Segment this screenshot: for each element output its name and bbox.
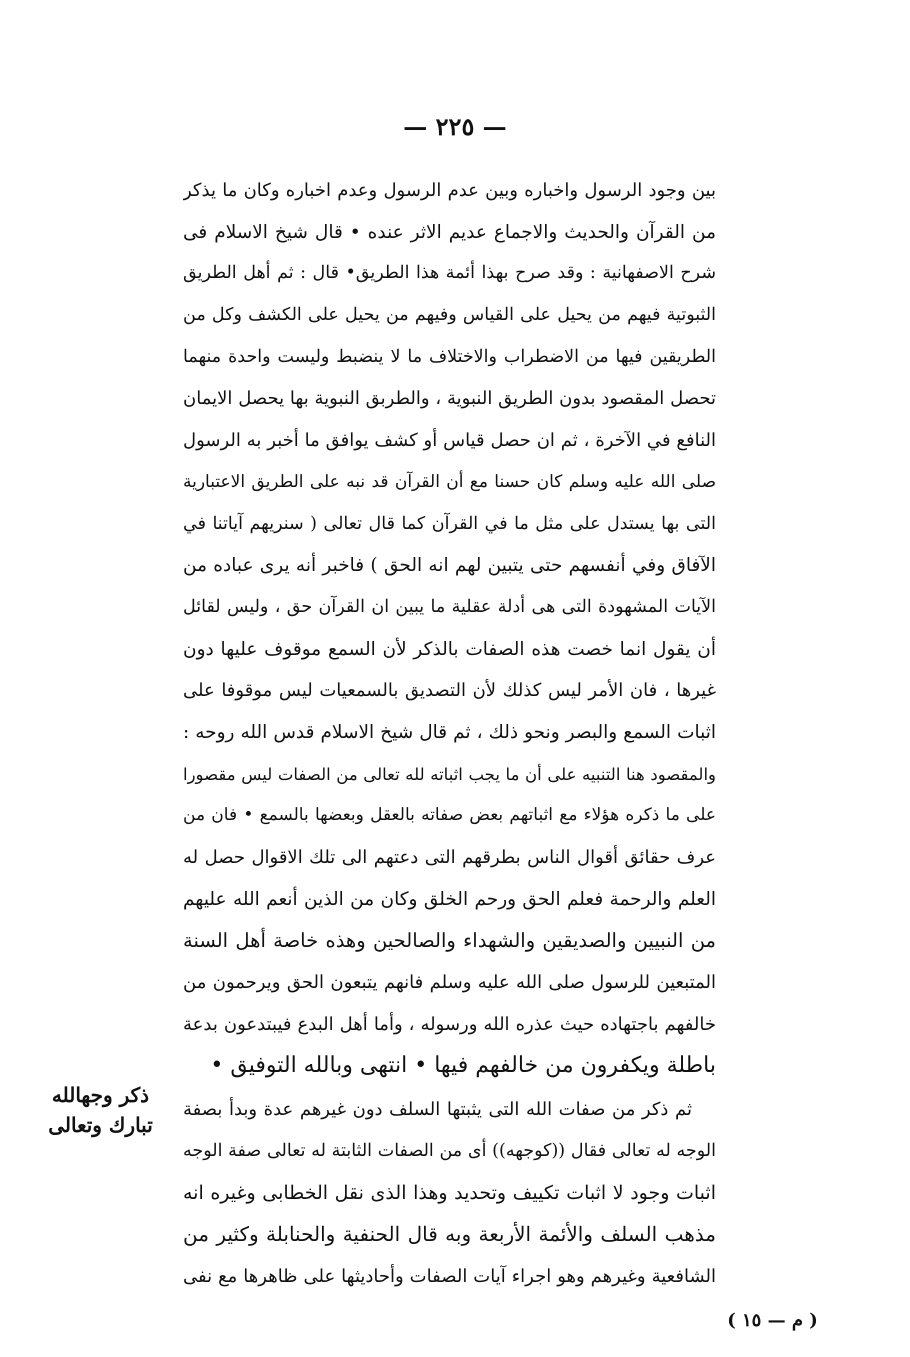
text-line: الوجه له تعالى فقال ((كوجهه)) أى من الصفات الثابتة له تعالى صفة الوجه <box>183 1140 716 1161</box>
text-line: على ما ذكره هؤلاء مع اثباتهم بعض صفاته بالعقل وبعضها بالسمع • فان من <box>183 805 716 826</box>
body-text <box>183 170 716 1298</box>
text-line: الآفاق وفي أنفسهم حتى يتبين لهم انه الحق ) فاخبر أنه يرى عباده من <box>183 555 716 577</box>
text-line: اثبات السمع والبصر ونحو ذلك ، ثم قال شيخ الاسلام قدس الله روحه : <box>183 721 716 743</box>
paragraph-1 <box>183 170 716 1087</box>
margin-note <box>28 1080 173 1140</box>
text-line: الثبوتية فيهم من يحيل على القياس وفيهم من يحيل على الكشف وكل من <box>183 305 716 326</box>
text-line: مذهب السلف والأئمة الأربعة وبه قال الحنفية والحنابلة وكثير من <box>183 1222 716 1247</box>
text-line: اثبات وجود لا اثبات تكييف وتحديد وهذا الذى نقل الخطابى وغيره انه <box>183 1181 716 1204</box>
text-line: شرح الاصفهانية : وقد صرح بهذا أئمة هذا الطريق• قال : ثم أهل الطريق <box>183 263 716 284</box>
text-line: العلم والرحمة فعلم الحق ورحم الخلق وكان من الذين أنعم الله عليهم <box>183 888 716 910</box>
text-line: من القرآن والحديث والاجماع عديم الاثر عنده • قال شيخ الاسلام فى <box>183 221 716 243</box>
text-line: من النبيين والصديقين والشهداء والصالحين وهذه خاصة أهل السنة <box>183 929 716 953</box>
text-line: أن يقول انما خصت هذه الصفات بالذكر لأن السمع موقوف عليها دون <box>183 638 716 660</box>
paragraph-2 <box>183 1089 716 1297</box>
text-line: الشافعية وغيرهم وهو اجراء آيات الصفات وأحاديثها على ظاهرها مع نفى <box>183 1265 716 1287</box>
text-line: تحصل المقصود بدون الطريق النبوية ، والطربق النبوية بها يحصل الايمان <box>183 388 716 410</box>
text-line: باطلة ويكفرون من خالفهم فيها • انتهى وبالله التوفيق • <box>210 1053 716 1079</box>
text-line: صلى الله عليه وسلم كان حسنا مع أن القرآن قد نبه على الطريق الاعتبارية <box>183 471 716 492</box>
text-line: المتبعين للرسول صلى الله عليه وسلم فانهم يتبعون الحق ويرحمون من <box>183 972 716 994</box>
text-line: التى بها يستدل على مثل ما في القرآن كما قال تعالى ( سنريهم آياتنا في <box>183 513 716 534</box>
text-line: الآيات المشهودة التى هى أدلة عقلية ما يبين ان القرآن حق ، وليس لقائل <box>183 596 716 617</box>
text-line: النافع في الآخرة ، ثم ان حصل قياس أو كشف يوافق ما أخبر به الرسول <box>183 430 716 452</box>
text-line: غيرها ، فان الأمر ليس كذلك لأن التصديق بالسمعيات ليس موقوفا على <box>183 680 716 702</box>
text-line: بين وجود الرسول واخباره وبين عدم الرسول وعدم اخباره وكان ما يذكر <box>183 180 716 201</box>
page-number: — ٢٢٥ — <box>403 112 507 141</box>
text-line: عرف حقائق أقوال الناس بطرقهم التى دعتهم الى تلك الاقوال حصل له <box>183 847 716 868</box>
text-line: خالفهم باجتهاده حيث عذره الله ورسوله ، وأما أهل البدع فيبتدعون بدعة <box>183 1013 716 1035</box>
text-line: ثم ذكر من صفات الله التى يثبتها السلف دون غيرهم عدة وبدأ بصفة <box>183 1099 692 1121</box>
text-line: الطريقين فيها من الاضطراب والاختلاف ما لا ينضبط وليست واحدة منهما <box>183 346 716 367</box>
margin-note-line-1: ذكر وجهالله <box>51 1083 150 1107</box>
signature-mark: ( م — ١٥ ) <box>727 1310 818 1331</box>
margin-note-line-2: تبارك وتعالى <box>48 1113 153 1137</box>
text-line: والمقصود هنا التنبيه على أن ما يجب اثباته لله تعالى من الصفات ليس مقصورا <box>183 764 716 784</box>
